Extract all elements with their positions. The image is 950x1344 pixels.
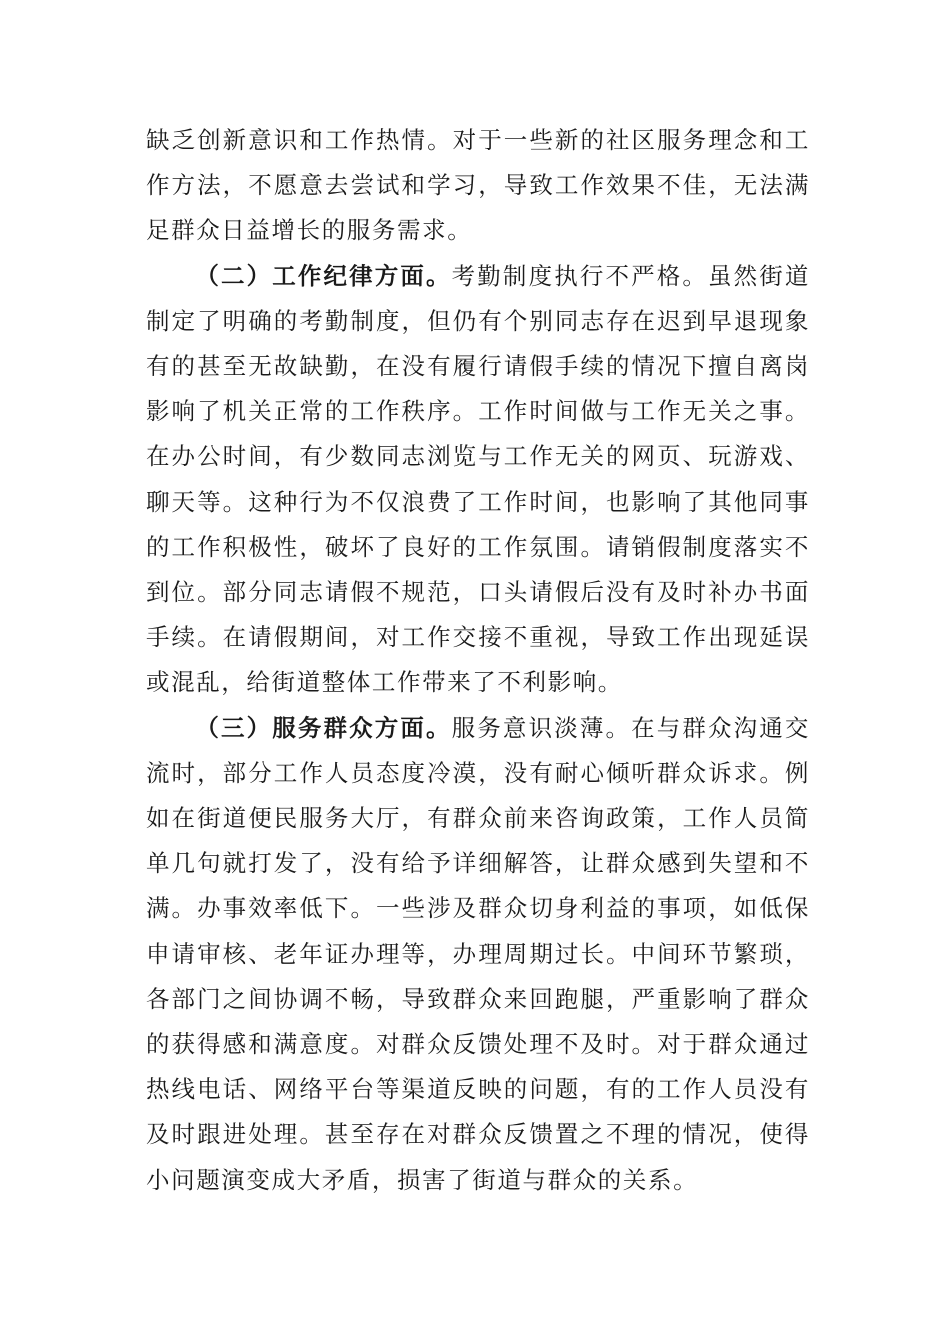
document-page (146, 118, 810, 1203)
paragraph-intro (146, 118, 810, 254)
section-heading-serving-public: （三）服务群众方面。 (195, 713, 452, 742)
paragraph-text: 考勤制度执行不严格。虽然街道制定了明确的考勤制度，但仍有个别同志存在迟到早退现象有的甚至无故缺勤，在没有履行请假手续的情况下擅自离岗影响了机关正常的工作秩序。工作时间做与工作无关之事。在办公时间，有少数同志浏览与工作无关的网页、玩游戏、聊天等。这种行为不仅浪费了工作时间，也影响了其他同事的工作积极性，破坏了良好的工作氛围。请销假制度落实不到位。部分同志请假不规范，口头请假后没有及时补办书面手续。在请假期间，对工作交接不重视，导致工作出现延误或混乱，给街道整体工作带来了不利影响。 (146, 261, 810, 697)
paragraph-text: 缺乏创新意识和工作热情。对于一些新的社区服务理念和工作方法，不愿意去尝试和学习，导致工作效果不佳，无法满足群众日益增长的服务需求。 (146, 126, 810, 245)
paragraph-serving-public (146, 706, 810, 1203)
paragraph-text: 服务意识淡薄。在与群众沟通交流时，部分工作人员态度冷漠，没有耐心倾听群众诉求。例如在街道便民服务大厅，有群众前来咨询政策，工作人员简单几句就打发了，没有给予详细解答，让群众感到失望和不满。办事效率低下。一些涉及群众切身利益的事项，如低保申请审核、老年证办理等，办理周期过长。中间环节繁琐，各部门之间协调不畅，导致群众来回跑腿，严重影响了群众的获得感和满意度。对群众反馈处理不及时。对于群众通过热线电话、网络平台等渠道反映的问题，有的工作人员没有及时跟进处理。甚至存在对群众反馈置之不理的情况，使得小问题演变成大矛盾，损害了街道与群众的关系。 (146, 713, 810, 1194)
paragraph-work-discipline (146, 254, 810, 706)
section-heading-work-discipline: （二）工作纪律方面。 (195, 261, 452, 290)
